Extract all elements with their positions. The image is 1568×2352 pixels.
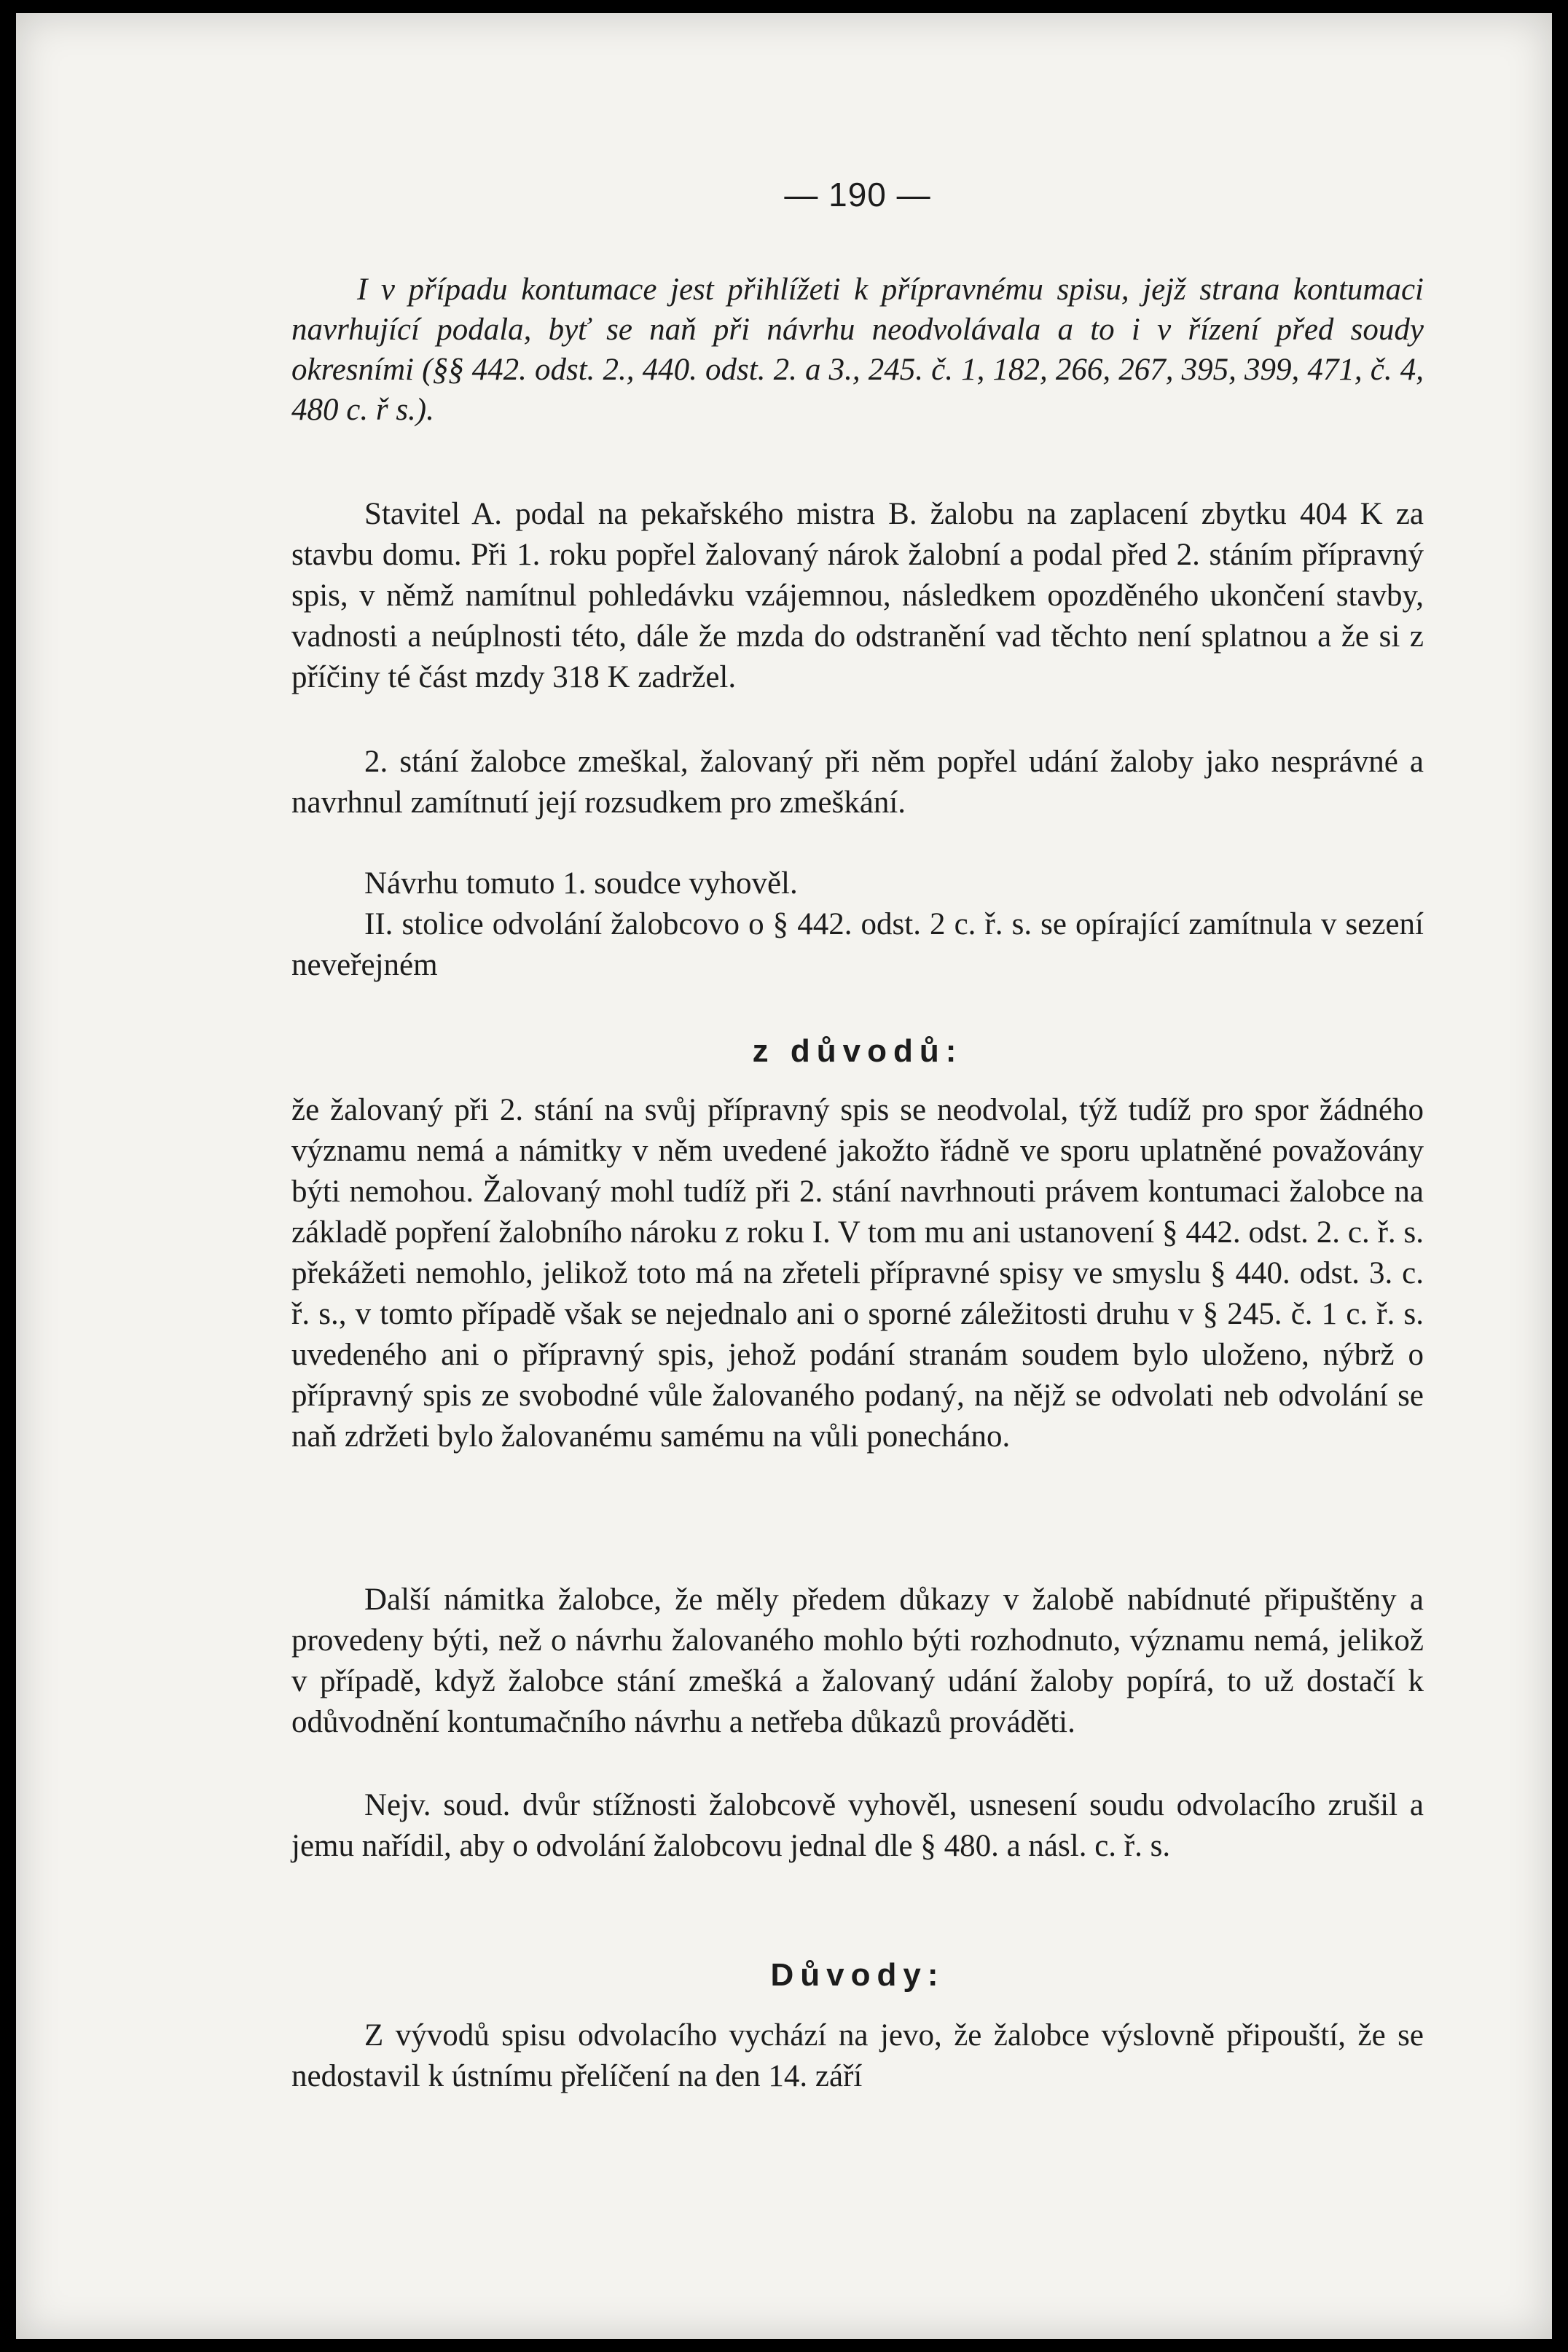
paragraph-second-hearing: 2. stání žalobce zmeškal, žalovaný při něm popřel udání žaloby jako nesprávné a navrhnul zamítnutí její rozsudkem pro zmeškání. bbox=[291, 745, 1424, 820]
page-number: — 190 — bbox=[784, 176, 931, 213]
paragraph-reasons: že žalovaný při 2. stání na svůj přípravný spis se neodvolal, týž tudíž pro spor žádného významu nemá a námitky v něm uvedené jakožto řádně ve sporu uplatněné považovány býti nemohou. Žalovaný mohl tudíž při 2. stání navrhnouti právem kontumaci žalobce na základě popření žalobního nároku z roku I. V tom mu ani ustanovení § 442. odst. 2. c. ř. s. překážeti nemohlo, jelikož toto má na zřeteli přípravné spisy ve smyslu § 440. odst. 3. c. ř. s., v tomto případě však se nejednalo ani o sporné záležitosti druhu v § 245. č. 1 c. ř. s. uvedeného ani o přípravný spis, jehož podání stranám soudem bylo uloženo, nýbrž o přípravný spis ze svobodné vůle žalovaného podaný, na nějž se odvolati neb odvolání se naň zdržeti bylo žalovanému samému na vůli ponecháno. bbox=[291, 1093, 1424, 1454]
paragraph-closing: Z vývodů spisu odvolacího vychází na jevo, že žalobce výslovně připouští, že se nedostavil k ústnímu přelíčení na den 14. září bbox=[291, 2018, 1424, 2093]
paragraph-facts: Stavitel A. podal na pekařského mistra B. žalobu na zaplacení zbytku 404 K za stavbu domu. Při 1. roku popřel žalovaný nárok žalobní a podal před 2. stáním přípravný spis, v němž namítnul pohledávku vzájemnou, následkem opozděného ukončení stavby, vadnosti a neúplnosti této, dále že mzda do odstranění vad těchto není splatnou a že si z příčiny té část mzdy 318 K zadržel. bbox=[291, 497, 1424, 694]
document-page bbox=[16, 13, 1552, 2339]
paragraph-appeal: II. stolice odvolání žalobcovo o § 442. odst. 2 c. ř. s. se opírající zamítnula v sezení neveřejném bbox=[291, 907, 1424, 982]
heading-reasons-lower: z důvodů: bbox=[752, 1033, 963, 1069]
paragraph-supreme-court: Nejv. soud. dvůr stížnosti žalobcově vyhověl, usnesení soudu odvolacího zrušil a jemu nařídil, aby o odvolání žalobcovu jednal dle § 480. a násl. c. ř. s. bbox=[291, 1788, 1424, 1863]
heading-reasons: Důvody: bbox=[770, 1957, 945, 1993]
paragraph-further-objection: Další námitka žalobce, že měly předem důkazy v žalobě nabídnuté připuštěny a provedeny býti, než o návrhu žalovaného mohlo býti rozhodnuto, významu nemá, jelikož v případě, když žalobce stání zmešká a žalovaný udání žaloby popírá, to už dostačí k odůvodnění kontumačního návrhu a netřeba důkazů prováděti. bbox=[291, 1583, 1424, 1739]
paragraph-first-instance: Návrhu tomuto 1. soudce vyhověl. bbox=[364, 866, 798, 901]
case-summary: I v případu kontumace jest přihlížeti k přípravnému spisu, jejž strana kontumaci navrhující podala, byť se naň při návrhu neodvolávala a to i v řízení před soudy okresními (§§ 442. odst. 2., 440. odst. 2. a 3., 245. č. 1, 182, 266, 267, 395, 399, 471, č. 4, 480 c. ř s.). bbox=[291, 273, 1424, 427]
